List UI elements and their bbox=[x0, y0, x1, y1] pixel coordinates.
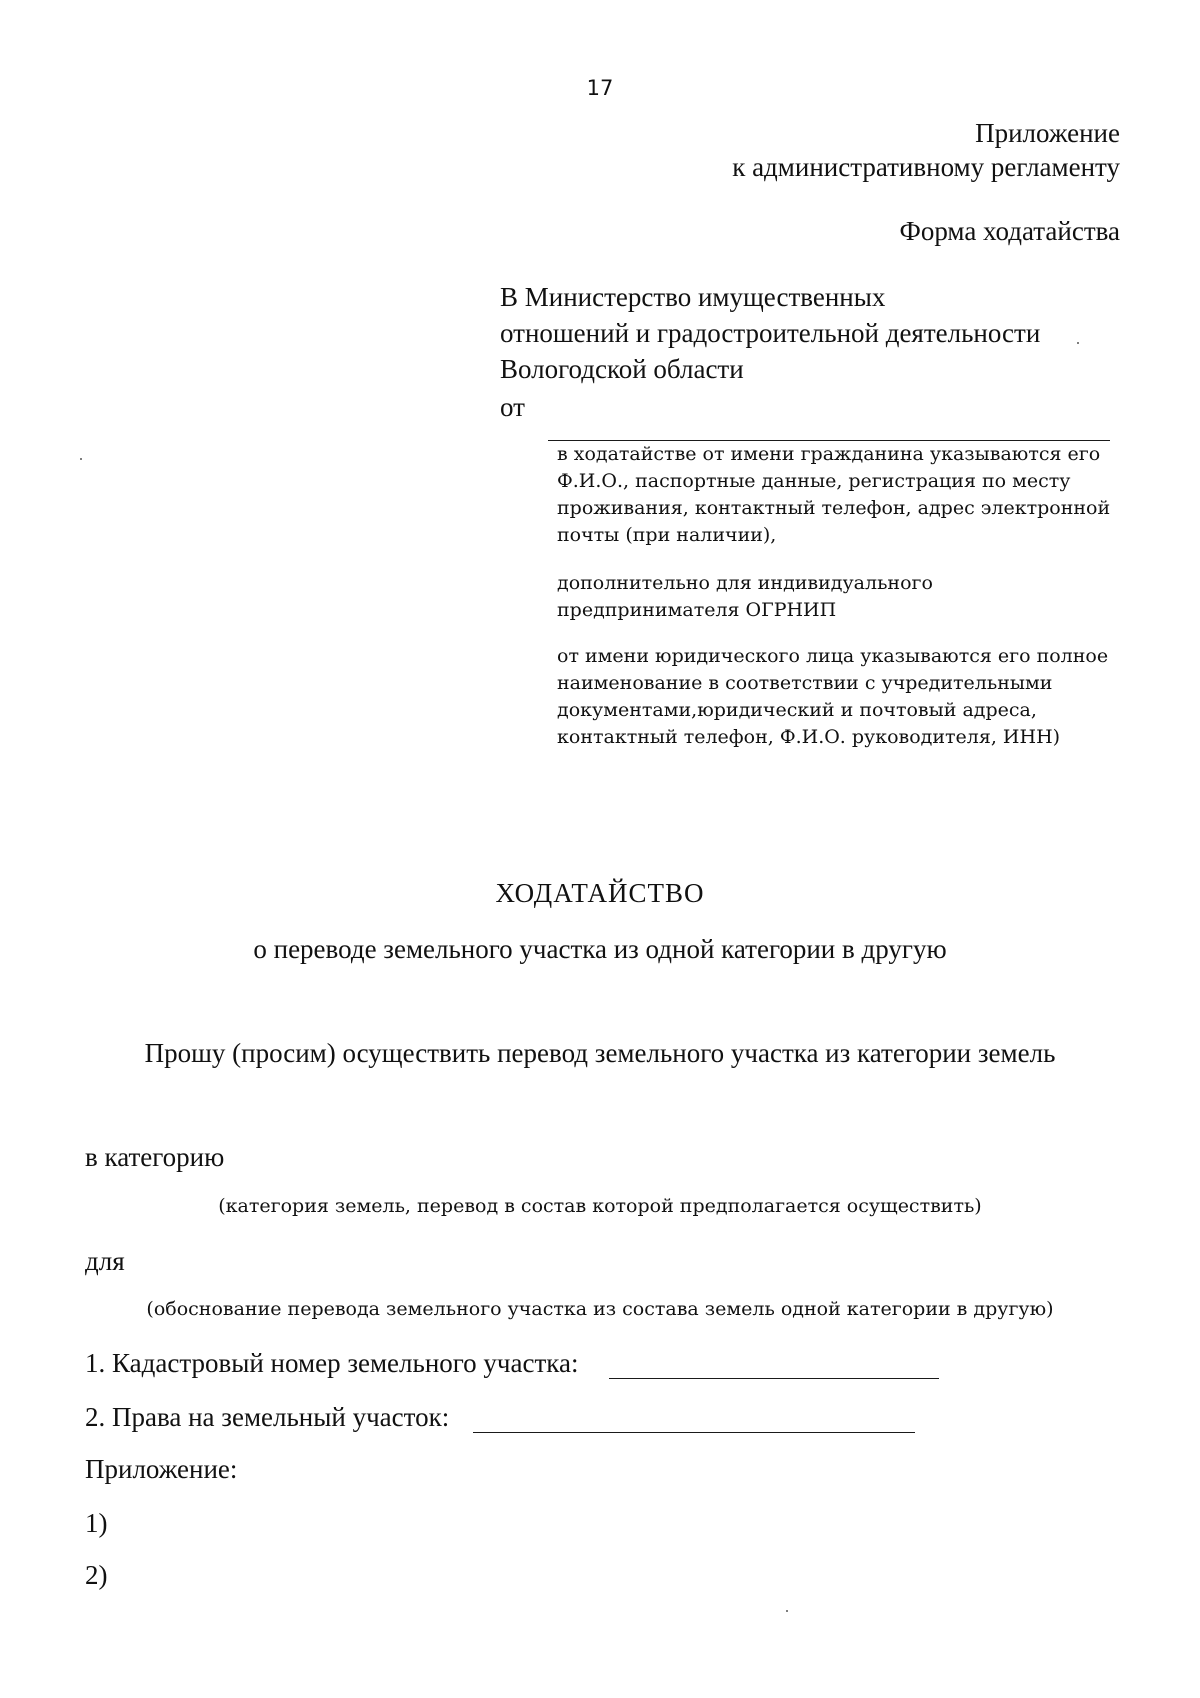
from-label: от bbox=[500, 392, 525, 422]
cadastral-number-label: 1. Кадастровый номер земельного участка: bbox=[85, 1348, 579, 1378]
scan-speck bbox=[786, 1610, 788, 1612]
citizen-note: в ходатайстве от имени гражданина указываются его Ф.И.О., паспортные данные, регистрация по месту проживания, контактный телефон, адрес электронной почты (при наличии), bbox=[557, 443, 1111, 546]
document-title: ХОДАТАЙСТВО bbox=[495, 878, 705, 908]
addressee-line-2: отношений и градостроительной деятельности bbox=[500, 318, 1041, 348]
form-name: Форма ходатайства bbox=[899, 216, 1120, 246]
annex-label: Приложение bbox=[975, 118, 1120, 148]
attachments-label: Приложение: bbox=[85, 1454, 238, 1484]
purpose-label: для bbox=[85, 1246, 125, 1276]
scan-speck bbox=[1077, 342, 1079, 344]
cadastral-number-fill-line[interactable] bbox=[609, 1378, 939, 1379]
request-text: Прошу (просим) осуществить перевод земельного участка из категории земель bbox=[144, 1038, 1056, 1068]
attachment-item-1: 1) bbox=[85, 1508, 108, 1538]
addressee-line-3: Вологодской области bbox=[500, 354, 744, 384]
to-category-label: в категорию bbox=[85, 1142, 225, 1172]
to-category-hint: (категория земель, перевод в состав которой предполагается осуществить) bbox=[218, 1195, 982, 1217]
purpose-hint: (обоснование перевода земельного участка из состава земель одной категории в другую) bbox=[146, 1298, 1054, 1320]
document-subtitle: о переводе земельного участка из одной категории в другую bbox=[253, 934, 947, 964]
scan-speck bbox=[80, 458, 82, 460]
attachment-item-2: 2) bbox=[85, 1560, 108, 1590]
legal-entity-note: от имени юридического лица указываются его полное наименование в соответствии с учредительными документами,юридический и почтовый адреса, контактный телефон, Ф.И.О. руководителя, ИНН) bbox=[557, 645, 1109, 748]
land-rights-label: 2. Права на земельный участок: bbox=[85, 1402, 450, 1432]
land-rights-fill-line[interactable] bbox=[473, 1432, 915, 1433]
entrepreneur-note: дополнительно для индивидуального предпринимателя ОГРНИП bbox=[557, 572, 933, 621]
addressee-line-1: В Министерство имущественных bbox=[500, 282, 886, 312]
annex-subtitle: к административному регламенту bbox=[732, 152, 1120, 182]
page-number: 17 bbox=[586, 76, 614, 100]
